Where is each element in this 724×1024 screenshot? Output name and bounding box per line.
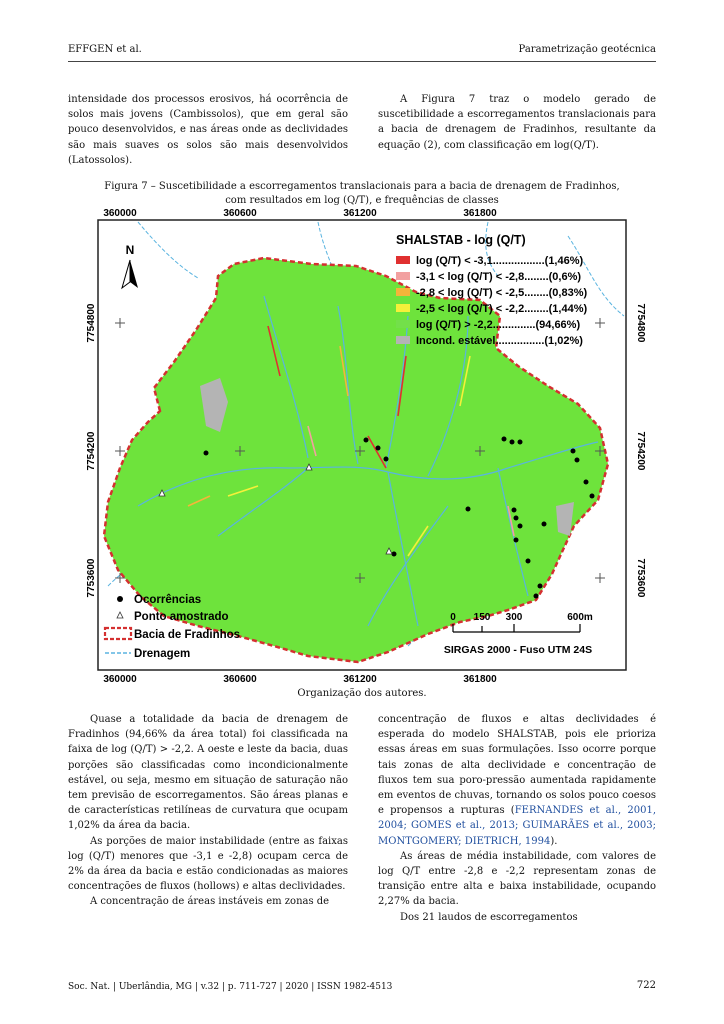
occurrence-point xyxy=(538,584,543,589)
legend-class-label: -3,1 < log (Q/T) < -2,8........(0,6%) xyxy=(416,271,582,283)
legend-class-label: log (Q/T) > -2,2..............(94,66%) xyxy=(416,319,581,331)
occurrence-point xyxy=(526,559,531,564)
north-label: N xyxy=(125,243,135,257)
figure-caption xyxy=(68,180,656,208)
paragraph: Dos 21 laudos de escorregamentos xyxy=(400,911,578,923)
paragraph: A concentração de áreas instáveis em zonas de xyxy=(90,896,330,908)
legend-swatch xyxy=(396,256,410,264)
occurrence-point xyxy=(575,458,580,463)
legend-swatch xyxy=(396,336,410,344)
x-tick-bottom: 360000 xyxy=(103,674,137,685)
legend-ponto: Ponto amostrado xyxy=(134,611,229,623)
paragraph-text: concentração de fluxos e altas declividades é esperada do modelo SHALSTAB, pois ele prioriza essas áreas em suas formulações. Isso ocorre porque tais zonas de alta declividade e concentração de fluxos tem sua poro-pressão aumentada rapidamente em eventos de chuvas, tornando os solos pouco coesos e propensos a rupturas ( xyxy=(378,714,656,817)
scale-label: 150 xyxy=(473,612,491,623)
occurrence-point xyxy=(518,440,523,445)
x-tick-top: 361200 xyxy=(343,208,377,219)
occurrence-point xyxy=(512,508,517,513)
legend-class-label: -2,5 < log (Q/T) < -2,2........(1,44%) xyxy=(416,303,588,315)
datum-label: SIRGAS 2000 - Fuso UTM 24S xyxy=(443,644,593,656)
occurrence-point xyxy=(376,446,381,451)
occurrence-point xyxy=(518,524,523,529)
scale-label: 600m xyxy=(567,612,593,623)
figure-caption-line1: Figura 7 – Suscetibilidade a escorregamentos translacionais para a bacia de drenagem de Fradinhos, xyxy=(104,181,620,192)
legend-bacia: Bacia de Fradinhos xyxy=(134,629,241,641)
y-tick-right: 7754800 xyxy=(635,303,646,343)
occurrence-point xyxy=(204,451,209,456)
legend-swatch xyxy=(396,272,410,280)
citation-links[interactable]: FERNANDES et al., 2001, 2004; GOMES et al., 2013; GUIMARÃES et al., 2003; MONTGOMERY; DIETRICH, 1994 xyxy=(378,805,657,847)
y-tick-right: 7753600 xyxy=(635,558,646,598)
x-tick-top: 360600 xyxy=(223,208,257,219)
y-tick-left: 7753600 xyxy=(86,558,97,598)
legend-drenagem: Drenagem xyxy=(134,648,191,660)
legend-swatch xyxy=(396,320,410,328)
paragraph: A Figura 7 traz o modelo gerado de suscetibilidade a escorregamentos translacionais para a bacia de drenagem de Fradinhos, resultante da equação (2), com classificação em log(Q/T). xyxy=(378,94,656,151)
top-left-column xyxy=(68,92,348,168)
paragraph: intensidade dos processos erosivos, há ocorrência de solos mais jovens (Cambissolos), que em geral são pouco desenvolvidos, e nas áreas onde as declividades são mais suaves os solos são mais desenvolvidos (Latossolos). xyxy=(68,94,348,166)
running-header-authors: EFFGEN et al. xyxy=(68,44,142,55)
x-tick-bottom: 361800 xyxy=(463,674,497,685)
page-number: 722 xyxy=(636,980,656,991)
paragraph: As áreas de média instabilidade, com valores de log Q/T entre -2,8 e -2,2 representam zonas de transição entre alta e baixa instabilidade, ocupando 2,27% da bacia. xyxy=(378,850,656,908)
legend-class-label: -2,8 < log (Q/T) < -2,5........(0,83%) xyxy=(416,287,588,299)
occurrence-point xyxy=(534,594,539,599)
map-svg xyxy=(68,206,656,686)
footer-citation: Soc. Nat. | Uberlândia, MG | v.32 | p. 711-727 | 2020 | ISSN 1982-4513 xyxy=(68,982,393,992)
top-right-column xyxy=(378,92,656,153)
occurrence-legend-icon xyxy=(117,596,123,602)
occurrence-point xyxy=(571,449,576,454)
occurrence-point xyxy=(502,437,507,442)
legend-swatch xyxy=(396,288,410,296)
occurrence-point xyxy=(510,440,515,445)
x-tick-bottom: 361200 xyxy=(343,674,377,685)
occurrence-point xyxy=(384,457,389,462)
scale-label: 300 xyxy=(505,612,523,623)
header-rule xyxy=(68,61,656,62)
legend-title: SHALSTAB - log (Q/T) xyxy=(396,233,526,247)
legend-class-label: Incond. estável................(1,02%) xyxy=(416,335,583,347)
figure-caption-line2: com resultados em log (Q/T), e frequências de classes xyxy=(225,195,499,206)
occurrence-point xyxy=(514,516,519,521)
paragraph: Quase a totalidade da bacia de drenagem de Fradinhos (94,66% da área total) foi classificada na faixa de log (Q/T) > -2,2. A oeste e leste da bacia, duas porções são classificadas como incondicionalmente estável, ou seja, mesmo em situação de saturação não tem previsão de escorregamentos. São áreas planas e de características retilíneas de curvatura que ocupam 1,02% da área da bacia. xyxy=(68,714,348,832)
occurrence-point xyxy=(364,438,369,443)
running-header-title: Parametrização geotécnica xyxy=(518,44,656,55)
scale-label: 0 xyxy=(450,612,456,623)
susceptibility-map xyxy=(68,206,656,686)
paragraph-text: ). xyxy=(550,835,558,847)
x-tick-bottom: 360600 xyxy=(223,674,257,685)
y-tick-left: 7754200 xyxy=(86,431,97,471)
x-tick-top: 361800 xyxy=(463,208,497,219)
occurrence-point xyxy=(584,480,589,485)
occurrence-point xyxy=(466,507,471,512)
figure-source: Organização dos autores. xyxy=(297,688,427,699)
occurrence-point xyxy=(590,494,595,499)
paragraph: As porções de maior instabilidade (entre as faixas log (Q/T) menores que -3,1 e -2,8) ocupam cerca de 2% da área da bacia e estão condicionadas as maiores concentrações de fluxos (hollows) e altas declividades. xyxy=(68,835,348,893)
legend-class-label: log (Q/T) < -3,1.................(1,46%) xyxy=(416,255,584,267)
body-left-column xyxy=(68,712,348,910)
occurrence-point xyxy=(514,538,519,543)
paragraph xyxy=(378,712,656,849)
legend-swatch xyxy=(396,304,410,312)
x-tick-top: 360000 xyxy=(103,208,137,219)
body-right-column xyxy=(378,712,656,925)
legend-ocorrencias: Ocorrências xyxy=(134,594,202,606)
occurrence-point xyxy=(542,522,547,527)
y-tick-left: 7754800 xyxy=(86,303,97,343)
y-tick-right: 7754200 xyxy=(635,431,646,471)
